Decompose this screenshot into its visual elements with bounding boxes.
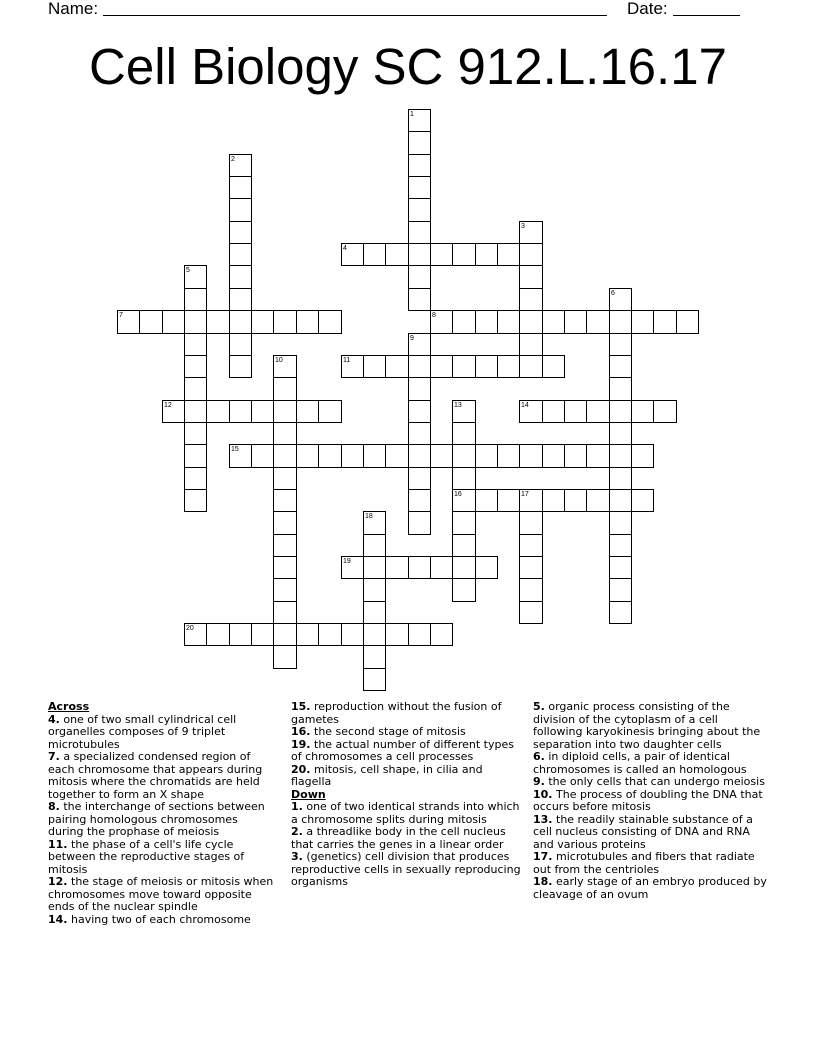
grid-cell	[452, 534, 476, 557]
clue-text: early stage of an embryo produced by cleavage of an ovum	[533, 875, 767, 901]
grid-cell	[184, 310, 207, 334]
grid-cell	[497, 355, 520, 378]
grid-cell	[408, 355, 431, 378]
grid-cell	[363, 534, 386, 557]
grid-cell	[519, 355, 543, 378]
clue-across-19	[291, 739, 525, 764]
grid-cell	[273, 400, 297, 423]
down-heading: Down	[291, 787, 326, 801]
grid-cell	[229, 310, 252, 334]
grid-clue-number: 10	[275, 357, 283, 364]
clue-number: 1.	[291, 800, 303, 813]
clue-across-20	[291, 764, 525, 789]
grid-cell	[631, 400, 654, 423]
grid-cell	[363, 578, 386, 602]
grid-cell	[318, 623, 342, 646]
clue-down-1	[291, 801, 525, 826]
grid-cell	[184, 377, 207, 401]
grid-cell	[408, 198, 431, 222]
grid-cell	[609, 400, 632, 423]
grid-cell	[430, 556, 453, 579]
clue-across-8	[48, 801, 276, 839]
grid-cell	[408, 377, 431, 401]
clue-text: microtubules and fibers that radiate out from the centrioles	[533, 850, 755, 876]
grid-clue-number: 7	[119, 312, 123, 319]
grid-cell	[273, 310, 297, 334]
grid-cell	[609, 355, 632, 378]
grid-cell	[497, 444, 520, 468]
grid-cell	[273, 422, 297, 445]
clue-down-17	[533, 851, 769, 876]
grid-cell	[609, 601, 632, 624]
grid-cell	[542, 355, 565, 378]
grid-cell	[251, 310, 274, 334]
clue-number: 15.	[291, 700, 311, 713]
grid-cell	[251, 623, 274, 646]
grid-cell	[408, 400, 431, 423]
grid-cell	[609, 556, 632, 579]
grid-cell	[229, 288, 252, 311]
grid-cell	[542, 444, 565, 468]
grid-cell	[184, 422, 207, 445]
clue-number: 19.	[291, 737, 311, 751]
clue-number: 13.	[533, 812, 553, 826]
grid-cell	[229, 400, 252, 423]
across-heading: Across	[48, 700, 90, 713]
grid-cell	[184, 444, 207, 468]
grid-cell	[385, 556, 409, 579]
clue-text: the stage of meiosis or mitosis when chromosomes move toward opposite ends of the nuclear spindle	[48, 875, 274, 913]
clue-number: 7.	[48, 750, 60, 763]
grid-cell	[318, 310, 342, 334]
grid-cell	[363, 623, 386, 646]
grid-cell	[564, 310, 587, 334]
grid-cell	[229, 265, 252, 289]
grid-cell	[318, 444, 342, 468]
grid-cell	[385, 623, 409, 646]
grid-cell	[296, 400, 319, 423]
grid-cell	[363, 668, 386, 691]
grid-cell	[586, 489, 610, 512]
clue-down-3	[291, 851, 525, 889]
grid-clue-number: 8	[432, 312, 436, 319]
grid-cell	[296, 444, 319, 468]
grid-cell	[385, 444, 409, 468]
grid-cell	[273, 556, 297, 579]
grid-cell	[564, 400, 587, 423]
grid-cell	[564, 444, 587, 468]
grid-clue-number: 1	[410, 111, 414, 118]
clue-across-12	[48, 876, 276, 914]
grid-cell	[206, 310, 230, 334]
grid-cell	[206, 623, 230, 646]
grid-cell	[184, 467, 207, 490]
grid-cell	[363, 556, 386, 579]
grid-cell	[519, 534, 543, 557]
grid-cell	[519, 288, 543, 311]
grid-clue-number: 2	[231, 156, 235, 163]
clue-number: 17.	[533, 850, 553, 863]
grid-cell	[452, 444, 476, 468]
grid-clue-number: 14	[521, 402, 529, 409]
name-label: Name:	[48, 0, 99, 18]
grid-cell	[229, 176, 252, 199]
grid-cell	[296, 623, 319, 646]
grid-cell	[341, 444, 364, 468]
grid-cell	[542, 400, 565, 423]
grid-cell	[273, 444, 297, 468]
grid-cell	[475, 444, 498, 468]
grid-cell	[184, 400, 207, 423]
clue-text: the actual number of different types of chromosomes a cell processes	[291, 737, 514, 763]
grid-cell	[273, 511, 297, 535]
clue-number: 6.	[533, 750, 545, 763]
grid-clue-number: 13	[454, 402, 462, 409]
grid-cell	[430, 243, 453, 266]
grid-cell	[631, 489, 654, 512]
clue-across-7	[48, 751, 276, 801]
grid-cell	[519, 243, 543, 266]
grid-cell	[296, 310, 319, 334]
grid-cell	[519, 601, 543, 624]
grid-cell	[408, 288, 431, 311]
grid-cell	[273, 534, 297, 557]
grid-cell	[184, 489, 207, 512]
grid-cell	[497, 310, 520, 334]
clue-number: 2.	[291, 825, 303, 838]
clue-number: 10.	[533, 787, 553, 801]
grid-clue-number: 12	[164, 402, 172, 409]
grid-cell	[609, 422, 632, 445]
grid-cell	[609, 578, 632, 602]
clue-text: the only cells that can undergo meiosis	[548, 775, 765, 788]
clue-number: 20.	[291, 762, 311, 776]
clue-text: the readily stainable substance of a cell nucleus consisting of DNA and RNA and various proteins	[533, 812, 753, 851]
grid-clue-number: 17	[521, 491, 529, 498]
grid-cell	[273, 578, 297, 602]
clue-number: 3.	[291, 850, 303, 863]
grid-cell	[408, 444, 431, 468]
clue-text: mitosis, cell shape, in cilia and flagella	[291, 762, 483, 788]
clue-text: the interchange of sections between pairing homologous chromosomes during the prophase of meiosis	[48, 800, 265, 838]
grid-cell	[251, 444, 274, 468]
grid-cell	[363, 355, 386, 378]
clue-number: 9.	[533, 775, 545, 788]
grid-cell	[586, 400, 610, 423]
grid-cell	[229, 243, 252, 266]
grid-cell	[542, 489, 565, 512]
clue-across-11	[48, 839, 276, 877]
clue-across-14	[48, 914, 276, 927]
grid-cell	[408, 489, 431, 512]
clues-column-1	[48, 701, 276, 926]
grid-cell	[184, 288, 207, 311]
grid-cell	[408, 623, 431, 646]
grid-cell	[497, 243, 520, 266]
grid-clue-number: 9	[410, 335, 414, 342]
grid-cell	[251, 400, 274, 423]
clue-number: 12.	[48, 875, 68, 888]
grid-cell	[162, 310, 185, 334]
clue-down-18	[533, 876, 769, 901]
grid-cell	[609, 377, 632, 401]
grid-cell	[273, 377, 297, 401]
clue-number: 4.	[48, 712, 60, 726]
grid-clue-number: 18	[365, 513, 373, 520]
grid-cell	[363, 243, 386, 266]
grid-cell	[408, 243, 431, 266]
grid-cell	[609, 333, 632, 356]
grid-cell	[452, 556, 476, 579]
grid-cell	[609, 489, 632, 512]
grid-cell	[519, 265, 543, 289]
clue-number: 5.	[533, 700, 545, 713]
grid-cell	[452, 243, 476, 266]
grid-cell	[273, 645, 297, 669]
grid-cell	[408, 511, 431, 535]
clues-column-3	[533, 701, 769, 901]
grid-cell	[609, 511, 632, 535]
grid-cell	[408, 131, 431, 155]
grid-cell	[206, 400, 230, 423]
clue-text: the phase of a cell's life cycle between the reproductive stages of mitosis	[48, 837, 245, 876]
grid-cell	[273, 489, 297, 512]
grid-cell	[609, 534, 632, 557]
grid-cell	[363, 601, 386, 624]
grid-cell	[363, 645, 386, 669]
grid-cell	[408, 221, 431, 244]
grid-cell	[519, 511, 543, 535]
clue-text: organic process consisting of the division of the cytoplasm of a cell following karyokinesis bringing about the separation into two daughter cells	[533, 700, 761, 751]
grid-cell	[229, 221, 252, 244]
grid-cell	[631, 310, 654, 334]
clue-number: 16.	[291, 725, 311, 738]
grid-cell	[519, 444, 543, 468]
grid-cell	[273, 601, 297, 624]
grid-cell	[229, 355, 252, 378]
grid-cell	[564, 489, 587, 512]
grid-clue-number: 16	[454, 491, 462, 498]
clue-number: 8.	[48, 800, 60, 813]
clue-text: a threadlike body in the cell nucleus that carries the genes in a linear order	[291, 825, 506, 851]
clue-text: in diploid cells, a pair of identical chromosomes is called an homologous	[533, 750, 747, 776]
grid-cell	[452, 578, 476, 602]
clue-text: one of two identical strands into which a chromosome splits during mitosis	[291, 800, 520, 826]
grid-cell	[408, 176, 431, 199]
grid-cell	[475, 489, 498, 512]
grid-cell	[184, 333, 207, 356]
grid-cell	[519, 556, 543, 579]
grid-cell	[139, 310, 163, 334]
grid-cell	[542, 310, 565, 334]
clue-number: 14.	[48, 912, 68, 926]
clue-down-5	[533, 701, 769, 751]
grid-clue-number: 11	[343, 357, 351, 364]
grid-cell	[408, 422, 431, 445]
clue-number: 18.	[533, 875, 553, 888]
page-title: Cell Biology SC 912.L.16.17	[89, 38, 727, 95]
grid-cell	[318, 400, 342, 423]
grid-cell	[609, 310, 632, 334]
grid-cell	[430, 444, 453, 468]
grid-cell	[273, 467, 297, 490]
clue-down-2	[291, 826, 525, 851]
grid-cell	[475, 310, 498, 334]
grid-cell	[229, 198, 252, 222]
grid-cell	[519, 310, 543, 334]
grid-cell	[631, 444, 654, 468]
grid-cell	[273, 623, 297, 646]
grid-clue-number: 19	[343, 558, 351, 565]
grid-cell	[408, 154, 431, 177]
grid-clue-number: 4	[343, 245, 347, 252]
clue-across-4	[48, 714, 276, 752]
clue-text: one of two small cylindrical cell organelles composes of 9 triplet microtubules	[48, 712, 237, 751]
date-label: Date:	[627, 0, 668, 18]
grid-cell	[653, 400, 677, 423]
grid-cell	[676, 310, 699, 334]
clues-column-2	[291, 701, 525, 889]
grid-cell	[341, 623, 364, 646]
clue-number: 11.	[48, 837, 68, 851]
grid-cell	[653, 310, 677, 334]
grid-clue-number: 15	[231, 446, 239, 453]
clue-across-15	[291, 701, 525, 726]
grid-cell	[452, 511, 476, 535]
grid-cell	[475, 556, 498, 579]
grid-clue-number: 6	[611, 290, 615, 297]
grid-cell	[229, 333, 252, 356]
clue-down-13	[533, 814, 769, 852]
grid-cell	[430, 355, 453, 378]
grid-cell	[385, 355, 409, 378]
clue-text: (genetics) cell division that produces reproductive cells in sexually reproducing organisms	[291, 850, 521, 888]
clue-down-10	[533, 789, 769, 814]
grid-cell	[475, 243, 498, 266]
grid-cell	[586, 310, 610, 334]
clue-down-6	[533, 751, 769, 776]
grid-cell	[586, 444, 610, 468]
grid-clue-number: 5	[186, 267, 190, 274]
grid-cell	[452, 310, 476, 334]
grid-cell	[363, 444, 386, 468]
grid-cell	[519, 578, 543, 602]
grid-clue-number: 3	[521, 223, 525, 230]
grid-cell	[408, 556, 431, 579]
grid-cell	[385, 243, 409, 266]
grid-cell	[497, 489, 520, 512]
grid-cell	[475, 355, 498, 378]
grid-cell	[184, 355, 207, 378]
clue-text: the second stage of mitosis	[314, 725, 466, 738]
grid-cell	[430, 623, 453, 646]
grid-cell	[609, 467, 632, 490]
grid-cell	[452, 467, 476, 490]
grid-cell	[229, 623, 252, 646]
grid-cell	[408, 265, 431, 289]
grid-cell	[609, 444, 632, 468]
grid-cell	[519, 333, 543, 356]
clue-text: The process of doubling the DNA that occurs before mitosis	[533, 787, 763, 813]
grid-clue-number: 20	[186, 625, 194, 632]
clue-text: having two of each chromosome	[71, 912, 251, 926]
grid-cell	[452, 422, 476, 445]
grid-cell	[452, 355, 476, 378]
clue-text: a specialized condensed region of each chromosome that appears during mitosis where the chromatids are held together to form an X shape	[48, 750, 263, 801]
grid-cell	[408, 467, 431, 490]
clue-text: reproduction without the fusion of gametes	[291, 700, 502, 726]
